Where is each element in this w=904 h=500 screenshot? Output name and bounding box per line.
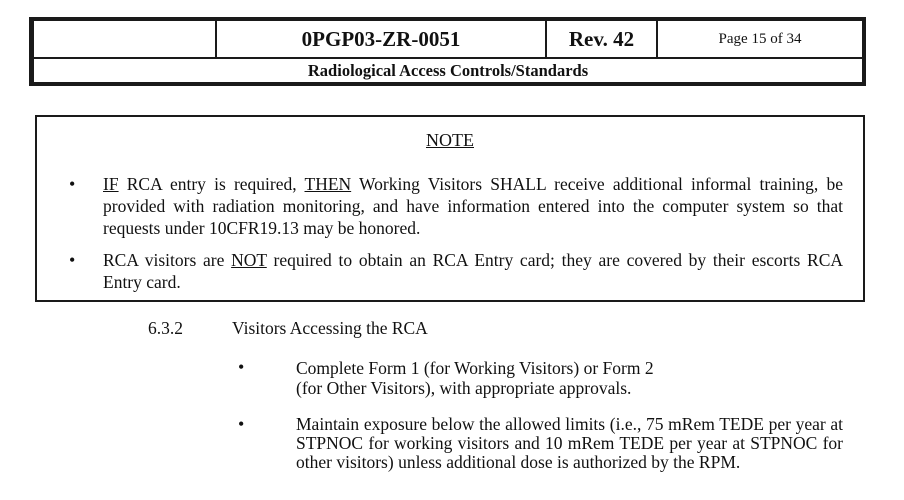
bullet-dot: • bbox=[238, 357, 245, 377]
header-row-top bbox=[34, 21, 862, 59]
document-header-table bbox=[29, 17, 866, 86]
revision: Rev. 42 bbox=[547, 21, 658, 57]
section-item-1-line2: (for Other Visitors), with appropriate approvals. bbox=[296, 378, 632, 398]
doc-title: Radiological Access Controls/Standards bbox=[307, 60, 589, 80]
doc-number: 0PGP03-ZR-0051 bbox=[217, 21, 547, 57]
section-title: Visitors Accessing the RCA bbox=[232, 318, 428, 338]
note-bullet-1 bbox=[103, 173, 843, 239]
section-item-1 bbox=[296, 358, 843, 398]
if-keyword: IF bbox=[103, 174, 119, 194]
note-bullet-2-part1: RCA visitors are bbox=[103, 250, 232, 270]
page-number: Page 15 of 34 bbox=[718, 30, 802, 47]
bullet-dot: • bbox=[238, 414, 245, 434]
note-box bbox=[35, 115, 865, 302]
section-item-1-line1: Complete Form 1 (for Working Visitors) or Form 2 bbox=[296, 358, 654, 378]
note-title: NOTE bbox=[426, 130, 474, 150]
note-bullet-1-part2: Working Visitors SHALL receive additional informal training, be provided with radiation monitoring, and have information entered into the computer system so that requests under 10CFR19.13 may be honored. bbox=[103, 174, 843, 238]
note-bullet-2 bbox=[103, 249, 843, 293]
note-bullet-1-part1: RCA entry is required, bbox=[118, 174, 305, 194]
then-keyword: THEN bbox=[304, 174, 352, 194]
note-bullet-2-part2: required to obtain an RCA Entry card; they are covered by their escorts RCA Entry card. bbox=[103, 250, 844, 292]
not-keyword: NOT bbox=[231, 250, 267, 270]
section-item-2: Maintain exposure below the allowed limits (i.e., 75 mRem TEDE per year at STPNOC for working visitors and 10 mRem TEDE per year at STPNOC for other visitors) unless additional dose is authorized by the RPM. bbox=[296, 414, 843, 472]
bullet-dot: • bbox=[69, 174, 76, 194]
section-number: 6.3.2 bbox=[148, 318, 183, 338]
header-blank-cell bbox=[34, 21, 217, 57]
bullet-dot: • bbox=[69, 250, 76, 270]
